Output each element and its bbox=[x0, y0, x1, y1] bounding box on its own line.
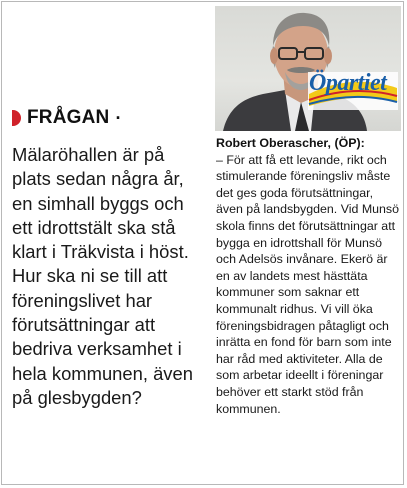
respondent-name: Robert Oberascher, (ÖP): bbox=[216, 136, 365, 150]
question-heading bbox=[12, 103, 208, 133]
portrait-photo bbox=[215, 6, 401, 131]
portrait-illustration bbox=[215, 6, 401, 131]
heading-marker-icon bbox=[12, 110, 21, 126]
question-column bbox=[12, 103, 208, 410]
answer-column bbox=[216, 135, 402, 417]
question-text: Mälaröhallen är på plats sedan några år, en simhall byggs och ett idrottstält ska stå klart i Träkvista i höst. Hur ska ni se till att föreningslivet har förutsättningar att bedriva verksamhet i hela kommunen, även på glesbygden? bbox=[12, 144, 193, 408]
heading-bullet: · bbox=[115, 107, 122, 128]
party-logo-text: Öpartiet bbox=[309, 70, 387, 96]
answer-text: – För att få ett levande, rikt och stimulerande föreningsliv måste det ges goda förutsättningar, även på landsbygden. Vid Munsö skola finns det förutsättningar att bygga en idrottshall för Munsö och Adelsös invånare. Ekerö är en av landets mest hästtäta kommuner som saknar ett kommunalt ridhus. Vi vill öka föreningsbidragen påtagligt och inrätta en fond för barn som inte har råd med aktiviteter. Alla de som arbetar ideellt i föreningar behöver ett starkt stöd från kommunen. bbox=[216, 152, 400, 416]
heading-label: FRÅGAN bbox=[27, 107, 110, 128]
